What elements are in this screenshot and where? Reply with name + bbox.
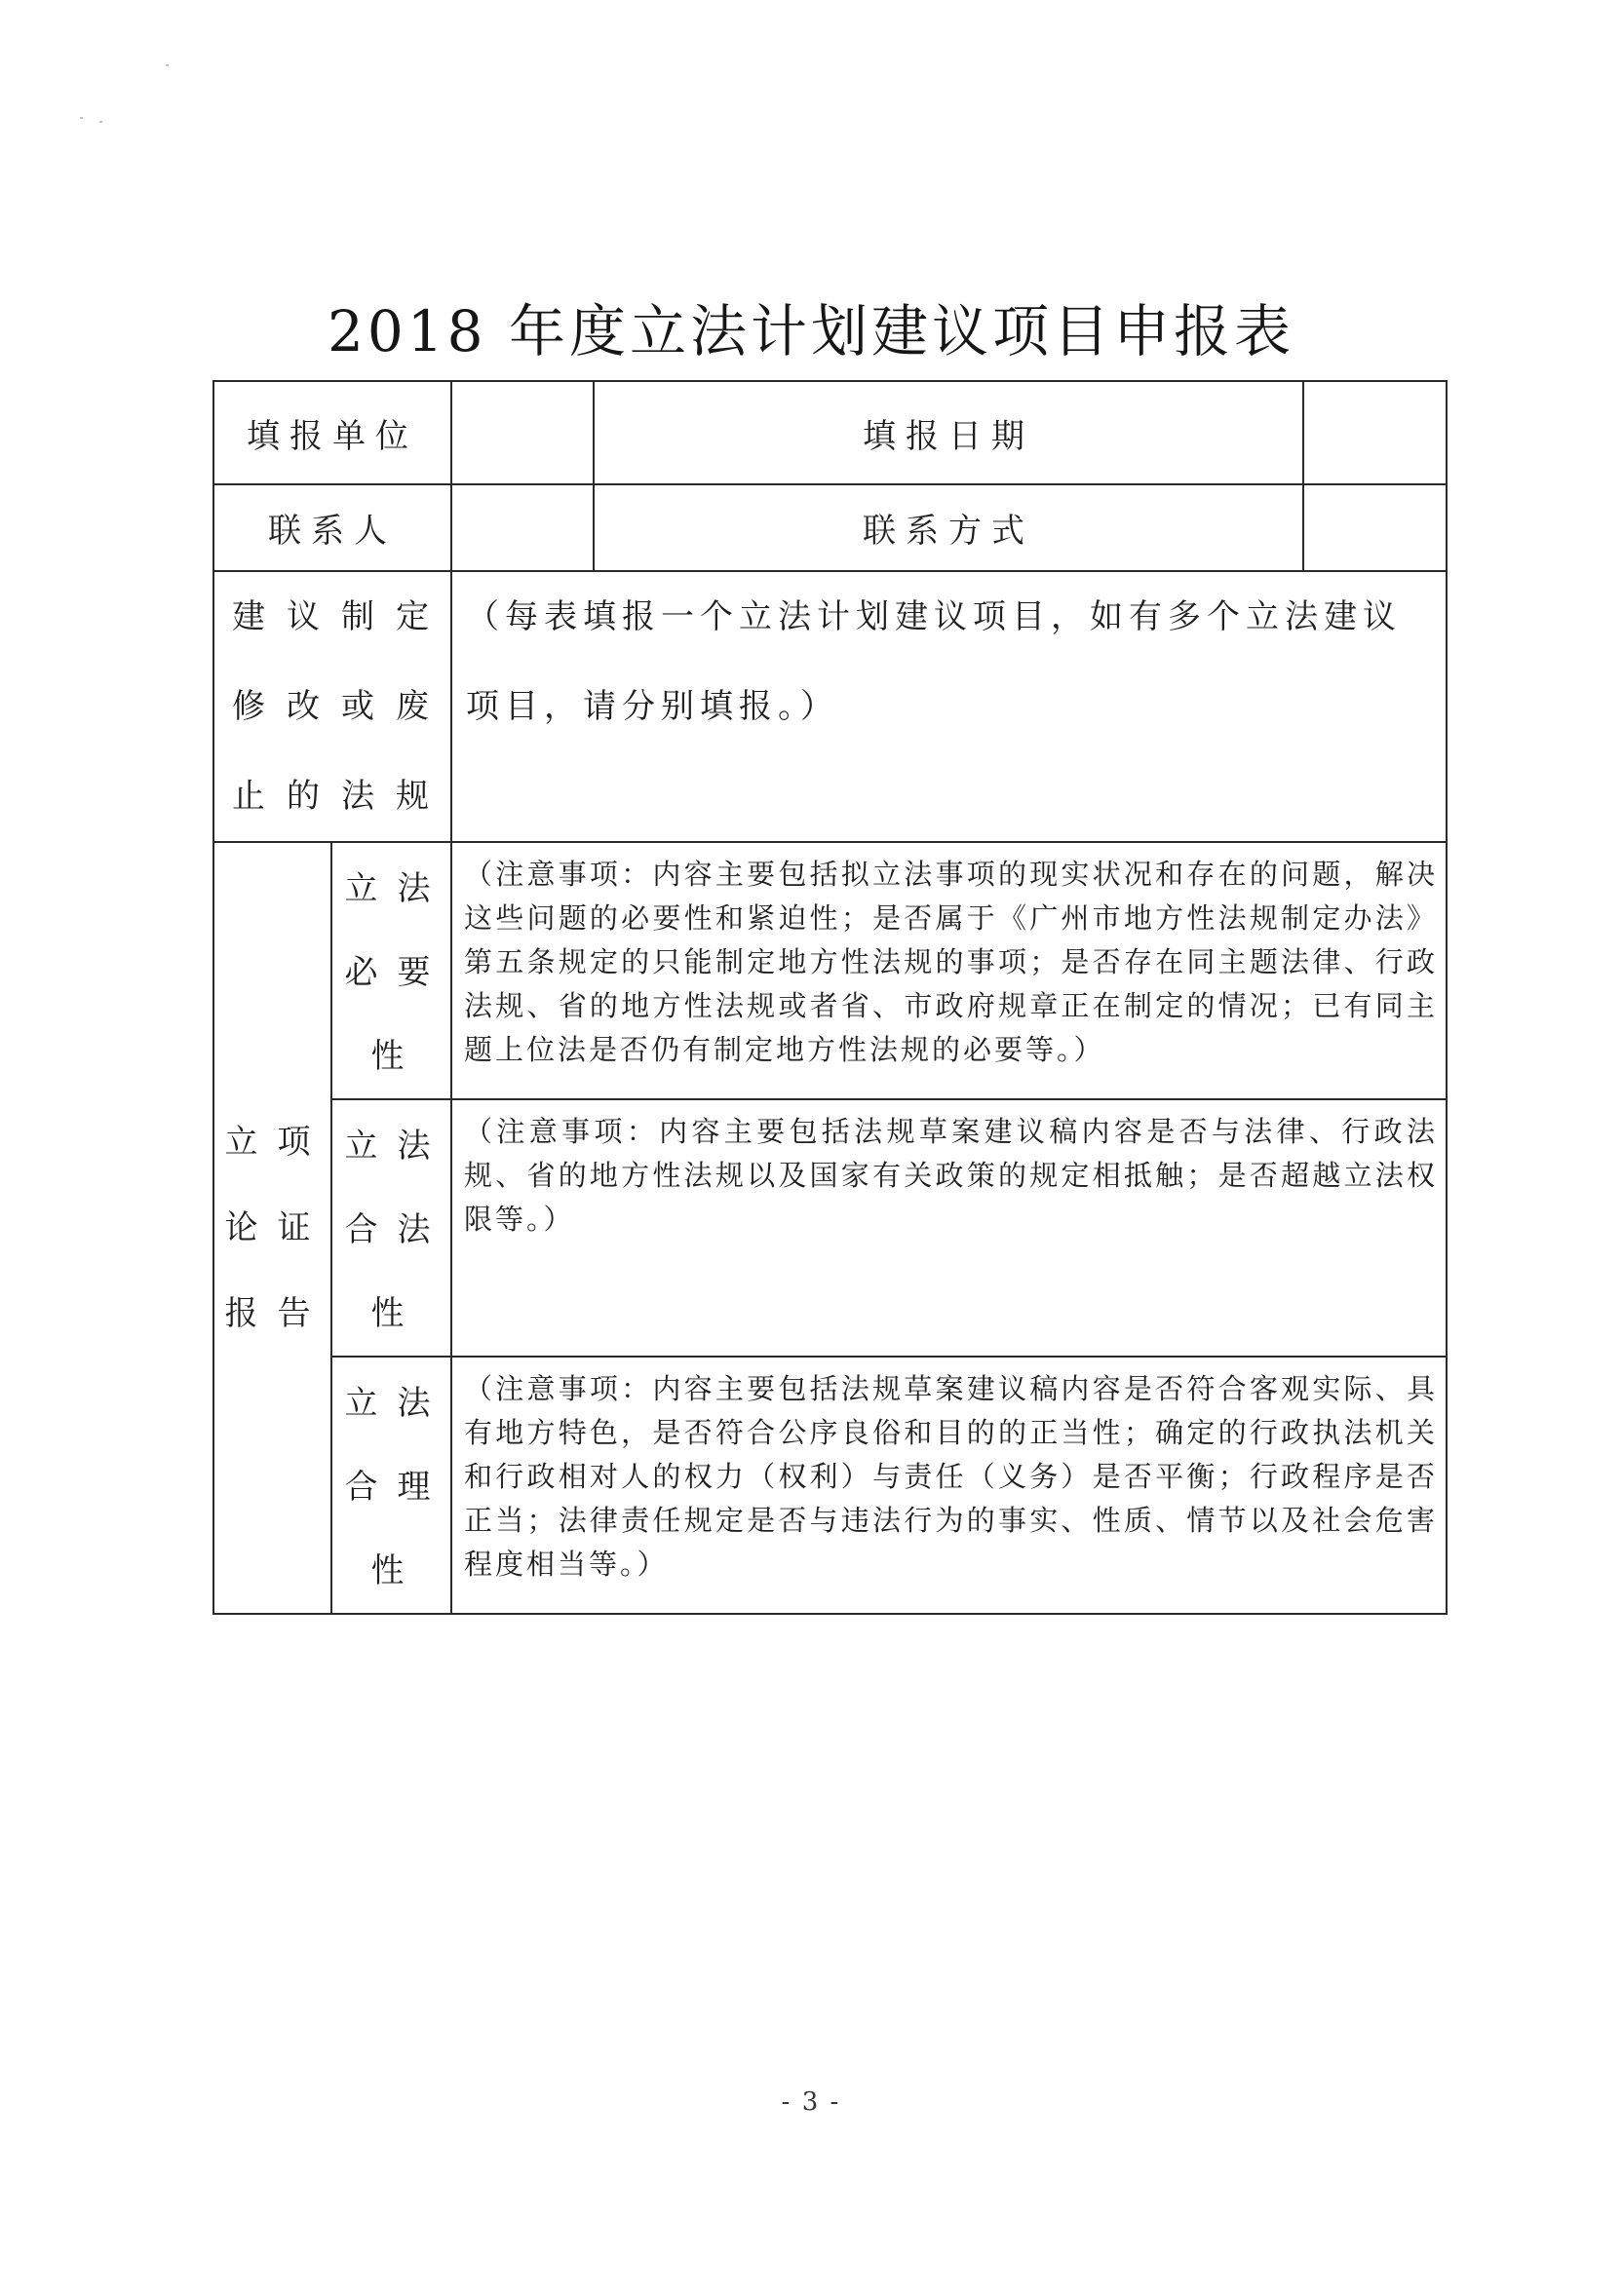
legality-label: 立法合法性 <box>331 1099 451 1357</box>
rationality-label: 立法合理性 <box>331 1357 451 1614</box>
row-contact <box>213 484 1447 571</box>
contact-person-field[interactable] <box>451 484 594 571</box>
row-regulation <box>213 571 1447 842</box>
contact-person-label: 联系人 <box>213 484 451 571</box>
row-necessity <box>213 842 1447 1099</box>
filling-unit-label: 填报单位 <box>213 381 451 484</box>
scan-speck <box>99 121 102 123</box>
contact-method-label: 联系方式 <box>594 484 1303 571</box>
filling-unit-field[interactable] <box>451 381 594 484</box>
scan-speck <box>80 117 83 119</box>
application-form-table <box>212 380 1448 1615</box>
filling-date-label: 填报日期 <box>594 381 1303 484</box>
rationality-field[interactable]: （注意事项：内容主要包括法规草案建议稿内容是否符合客观实际、具有地方特色，是否符合公序良俗和目的的正当性；确定的行政执法机关和行政相对人的权力（权利）与责任（义务）是否平衡；行政程序是否正当；法律责任规定是否与违法行为的事实、性质、情节以及社会危害程度相当等。） <box>451 1357 1447 1614</box>
necessity-label: 立法必要性 <box>331 842 451 1099</box>
row-unit-date <box>213 381 1447 484</box>
filling-date-field[interactable] <box>1303 381 1447 484</box>
scan-speck <box>166 64 169 66</box>
necessity-field[interactable]: （注意事项：内容主要包括拟立法事项的现实状况和存在的问题，解决这些问题的必要性和紧迫性；是否属于《广州市地方性法规制定办法》第五条规定的只能制定地方性法规的事项；是否存在同主题法律、行政法规、省的地方性法规或者省、市政府规章正在制定的情况；已有同主题上位法是否仍有制定地方性法规的必要等。） <box>451 842 1447 1099</box>
row-legality <box>213 1099 1447 1357</box>
contact-method-field[interactable] <box>1303 484 1447 571</box>
page-number: - 3 - <box>781 2087 841 2117</box>
project-report-label: 立项论证报告 <box>213 842 331 1614</box>
legality-field[interactable]: （注意事项：内容主要包括法规草案建议稿内容是否与法律、行政法规、省的地方性法规以及国家有关政策的规定相抵触；是否超越立法权限等。） <box>451 1099 1447 1357</box>
row-rationality <box>213 1357 1447 1614</box>
regulation-field[interactable]: （每表填报一个立法计划建议项目，如有多个立法建议项目，请分别填报。） <box>451 571 1447 842</box>
regulation-label: 建议制定修改或废止的法规 <box>213 571 451 842</box>
page-title: 2018 年度立法计划建议项目申报表 <box>327 298 1295 364</box>
